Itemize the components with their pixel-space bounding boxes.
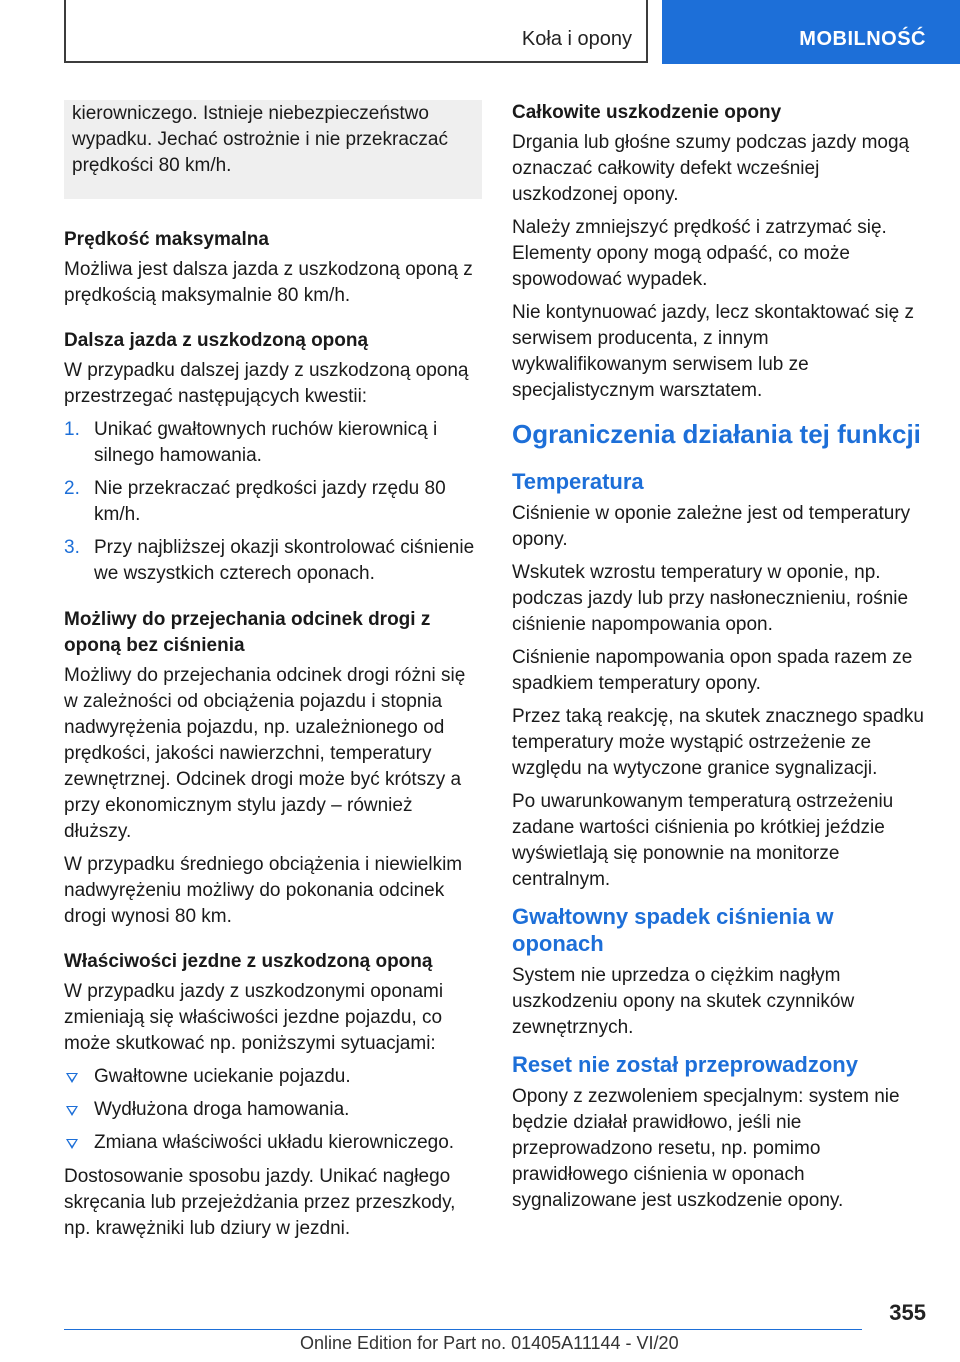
max-speed-heading: Prędkość maksymalna <box>64 229 269 250</box>
list-item <box>64 1064 482 1090</box>
list-item <box>64 1130 482 1156</box>
max-speed-text: Możliwa jest dalsza jazda z uszkodzoną oponą z prędkością maksymalnie 80 km/h. <box>64 259 473 306</box>
step-number: 2. <box>64 478 80 499</box>
temperature-heading: Temperatura <box>512 469 644 494</box>
bullet-list <box>64 1064 482 1156</box>
list-item <box>64 535 482 587</box>
driving-heading: Właściwości jezdne z uszkodzoną oponą <box>64 951 433 972</box>
limits-heading: Ograniczenia działania tej funkcji <box>512 419 921 449</box>
temperature-text-4: Przez taką reakcję, na skutek znacznego spadku temperatury może wystąpić ostrzeżenie ze względu na wytyczone granice sygnalizacji. <box>512 706 924 779</box>
driving-text: W przypadku jazdy z uszkodzonymi oponami zmieniają się właściwości jezdne pojazdu, co może skutkować np. poniższymi sytuacjami: <box>64 981 444 1054</box>
total-damage-text-3: Nie kontynuować jazdy, lecz skontaktować się z serwisem producenta, z innym wykwalifikowanym serwisem lub ze specjalistycznym warsztatem. <box>512 302 914 401</box>
continue-text: W przypadku dalszej jazdy z uszkodzoną oponą przestrzegać następujących kwestii: <box>64 360 469 407</box>
chapter-tab[interactable] <box>662 0 960 64</box>
continue-heading: Dalsza jazda z uszkodzoną oponą <box>64 330 369 351</box>
total-damage-text-2: Należy zmniejszyć prędkość i zatrzymać się. Elementy opony mogą odpaść, co może spowodować wypadek. <box>512 217 887 290</box>
list-item <box>64 417 482 469</box>
step-text: Nie przekraczać prędkości jazdy rzędu 80 km/h. <box>94 478 446 525</box>
warning-box <box>64 100 482 199</box>
temperature-text-2: Wskutek wzrostu temperatury w oponie, np. podczas jazdy lub przy nasłonecznieniu, rośnie ciśnienie napompowania opon. <box>512 562 909 635</box>
section-title: Koła i opony <box>521 28 632 50</box>
right-column <box>512 100 926 1221</box>
edition-footer: Online Edition for Part no. 01405A11144 - VI/20 <box>300 1333 679 1353</box>
total-damage-heading: Całkowite uszkodzenie opony <box>512 102 782 123</box>
distance-text: Możliwy do przejechania odcinek drogi różni się w zależności od obciążenia pojazdu i stopnia nadwyrężenia pojazdu, np. uzależnionego od prędkości, jakości nawierzchni, temperatury zewnętrznej. Odcinek drogi może być krótszy a przy ekonomicznym stylu jazdy – również dłuższy. <box>64 665 466 842</box>
distance-heading: Możliwy do przejechania odcinek drogi z oponą bez ciśnienia <box>64 609 431 656</box>
triangle-bullet-icon <box>66 1106 78 1116</box>
step-text: Przy najbliższej okazji skontrolować ciśnienie we wszystkich czterech oponach. <box>94 537 475 584</box>
bullet-text: Zmiana właściwości układu kierowniczego. <box>94 1132 455 1153</box>
triangle-bullet-icon <box>66 1073 78 1083</box>
pressure-drop-text: System nie uprzedza o ciężkim nagłym uszkodzeniu opony na skutek czynników zewnętrznych. <box>512 965 855 1038</box>
steps-list <box>64 417 482 587</box>
distance-text-2: W przypadku średniego obciążenia i niewielkim nadwyrężeniu możliwy do pokonania odcinek drogi wynosi 80 km. <box>64 854 463 927</box>
page-number: 355 <box>889 1300 926 1325</box>
step-text: Unikać gwałtownych ruchów kierownicą i silnego hamowania. <box>94 419 438 466</box>
adapt-text: Dostosowanie sposobu jazdy. Unikać nagłego skręcania lub przejeżdżania przez przeszkody, np. krawężniki lub dziury w jezdni. <box>64 1166 456 1239</box>
step-number: 1. <box>64 419 80 440</box>
bullet-text: Gwałtowne uciekanie pojazdu. <box>94 1066 351 1087</box>
temperature-text-3: Ciśnienie napompowania opon spada razem ze spadkiem temperatury opony. <box>512 647 913 694</box>
header-frame <box>64 0 648 63</box>
list-item <box>64 476 482 528</box>
temperature-text: Ciśnienie w oponie zależne jest od temperatury opony. <box>512 503 911 550</box>
warning-text: kierowniczego. Istnieje niebezpieczeństwo wypadku. Jechać ostrożnie i nie przekraczać prędkości 80 km/h. <box>72 103 448 176</box>
list-item <box>64 1097 482 1123</box>
step-number: 3. <box>64 537 80 558</box>
reset-heading: Reset nie został przeprowadzony <box>512 1052 858 1077</box>
footer-divider <box>64 1329 862 1330</box>
bullet-text: Wydłużona droga hamowania. <box>94 1099 350 1120</box>
pressure-drop-heading: Gwałtowny spadek ciśnienia w oponach <box>512 904 834 956</box>
total-damage-text: Drgania lub głośne szumy podczas jazdy mogą oznaczać całkowity defekt wcześniej uszkodzonej opony. <box>512 132 910 205</box>
chapter-tab-label: MOBILNOŚĆ <box>799 28 926 50</box>
reset-text: Opony z zezwoleniem specjalnym: system nie będzie działał prawidłowo, jeśli nie przeprowadzono resetu, np. pomimo prawidłowego ciśnienia w oponach sygnalizowane jest uszkodzenie opony. <box>512 1086 900 1211</box>
temperature-text-5: Po uwarunkowanym temperaturą ostrzeżeniu zadane wartości ciśnienia po krótkiej jeździe wyświetlają się ponownie na monitorze centralnym. <box>512 791 894 890</box>
triangle-bullet-icon <box>66 1139 78 1149</box>
left-column <box>64 100 482 1249</box>
